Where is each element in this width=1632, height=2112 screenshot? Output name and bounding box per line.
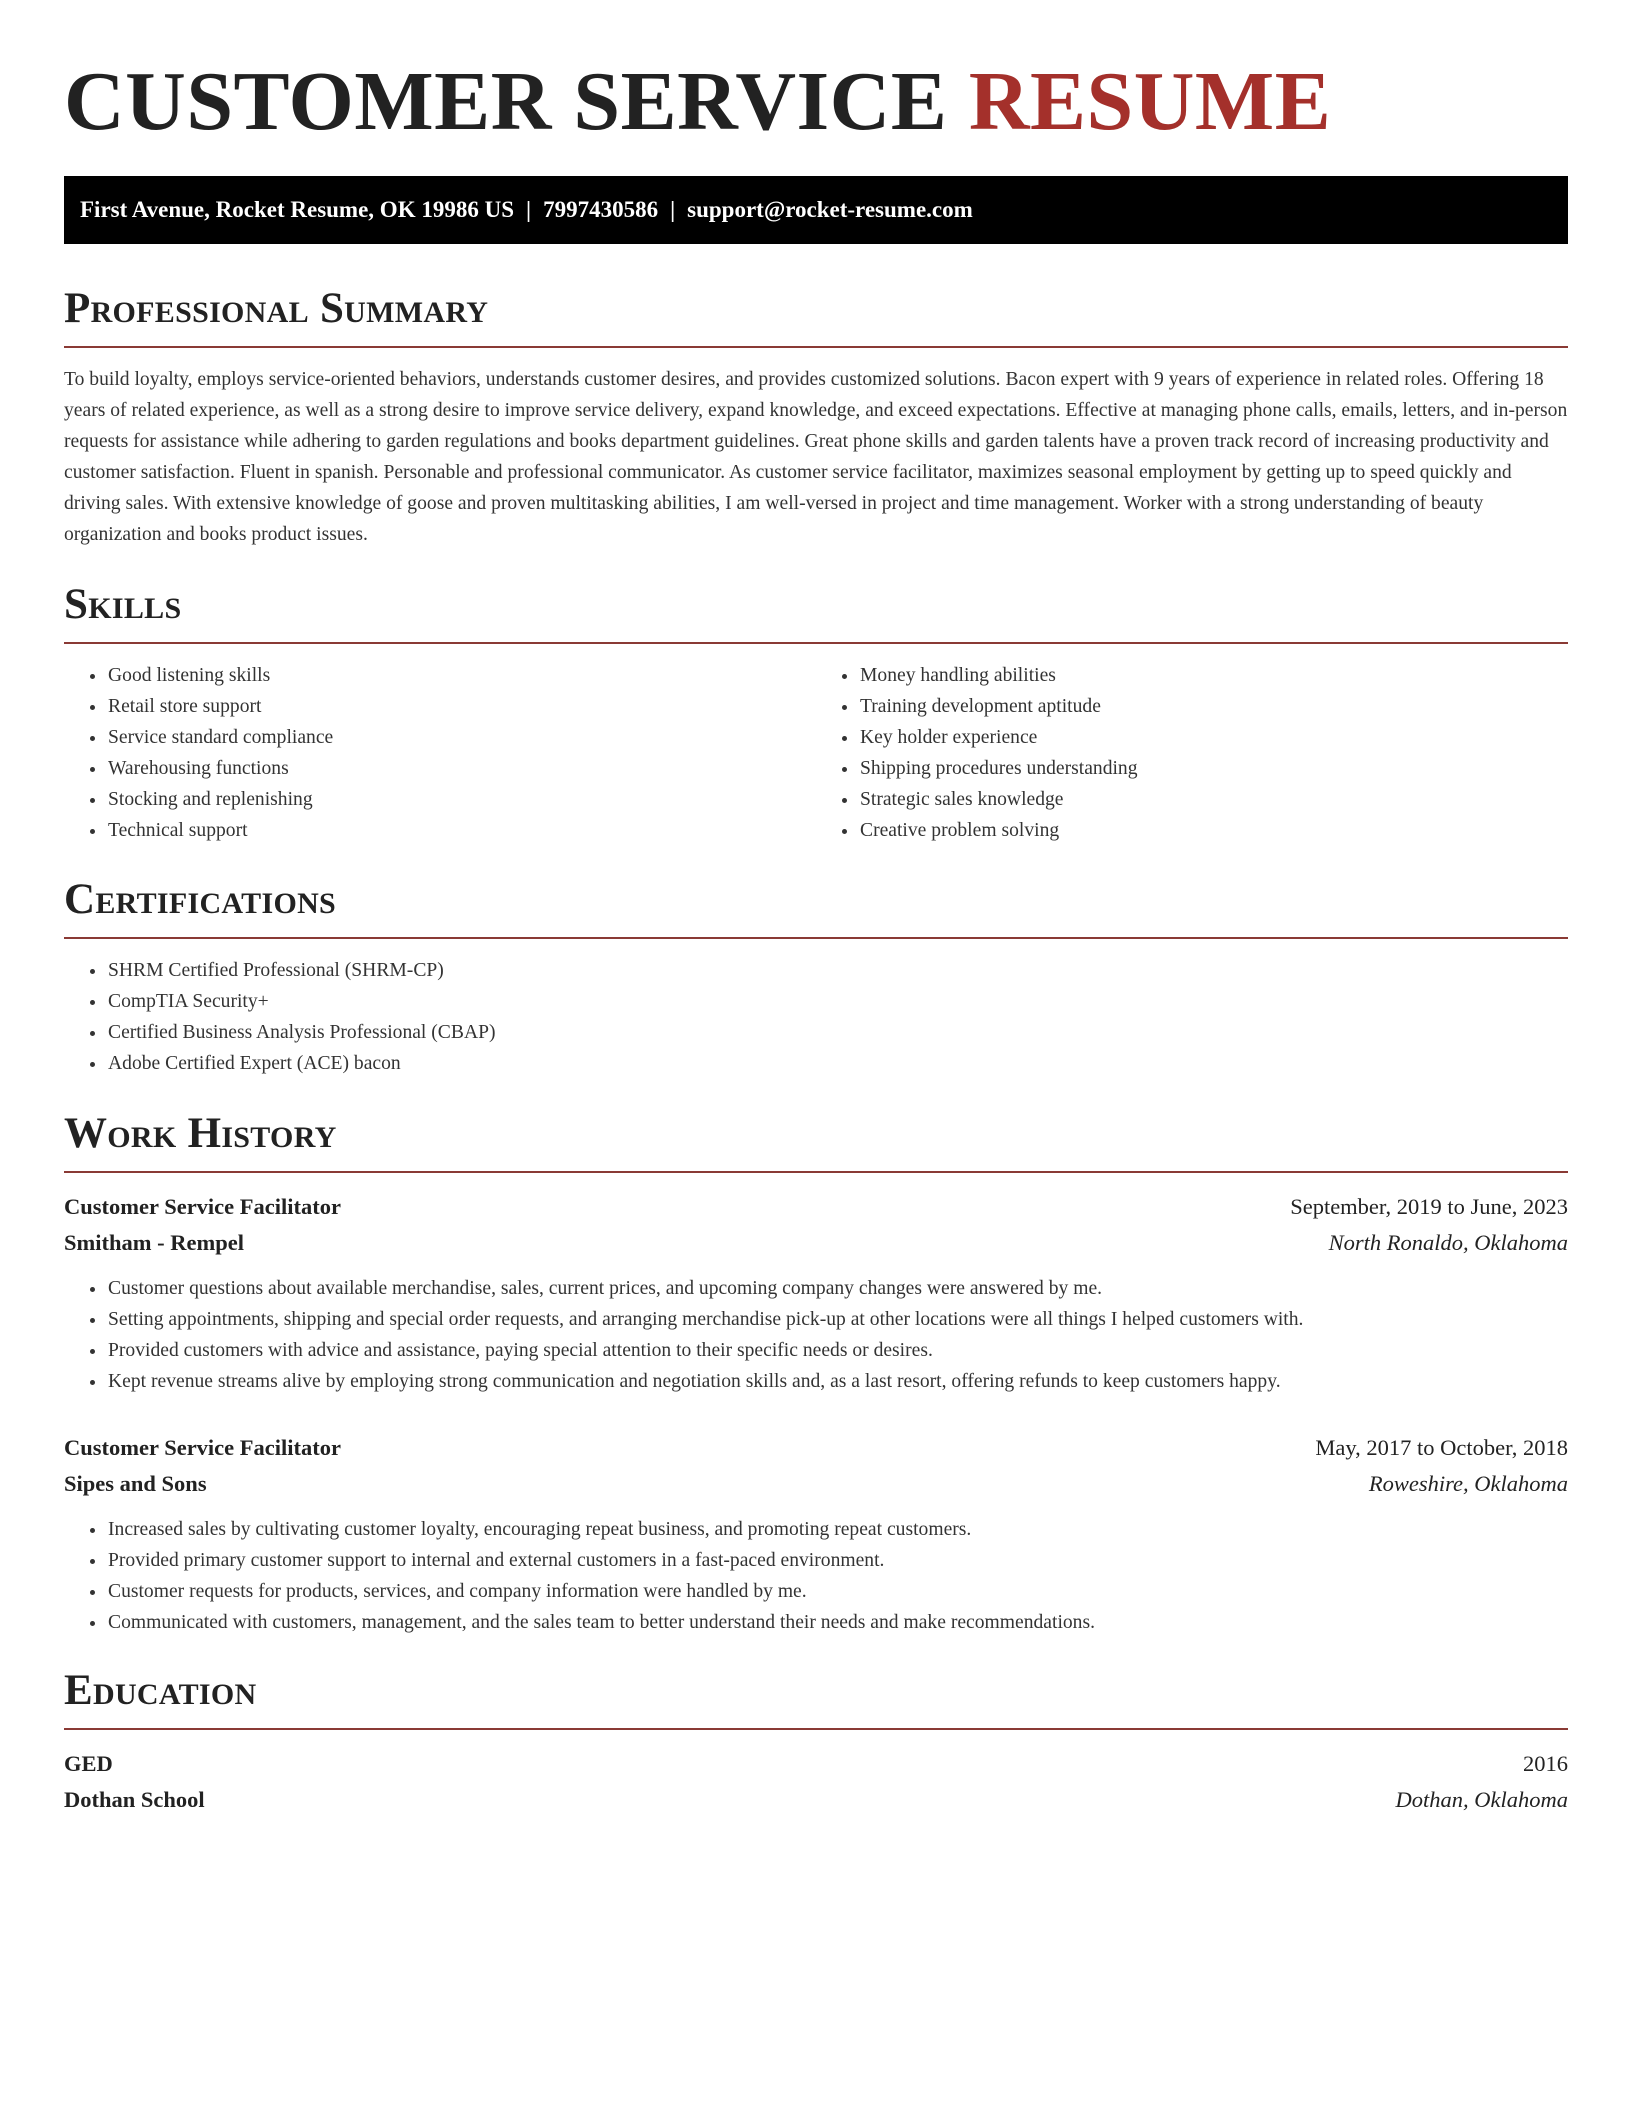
job-header-row xyxy=(64,1189,1568,1225)
certification-item: • SHRM Certified Professional (SHRM-CP) xyxy=(107,955,1568,986)
job-duty: • Setting appointments, shipping and special order requests, and arranging merchandise pick-up at other locations were all things I helped customers with. xyxy=(107,1304,1568,1335)
skill-item: • Money handling abilities xyxy=(859,660,1568,691)
contact-email: support@rocket-resume.com xyxy=(687,197,973,222)
contact-separator: | xyxy=(670,197,676,222)
skills-list-left xyxy=(64,660,816,846)
education-year: 2016 xyxy=(1523,1751,1568,1776)
summary-section xyxy=(64,284,1568,550)
resume-page xyxy=(64,0,1568,1818)
job-location: Roweshire, Oklahoma xyxy=(1368,1471,1568,1496)
job-title: Customer Service Facilitator xyxy=(64,1194,341,1219)
skill-item: • Training development aptitude xyxy=(859,691,1568,722)
contact-separator: | xyxy=(525,197,532,222)
education-school-row xyxy=(64,1782,1568,1818)
certifications-list xyxy=(64,955,1568,1079)
job-duties-list xyxy=(64,1514,1568,1638)
education-heading: Education xyxy=(64,1666,1568,1730)
certifications-section xyxy=(64,875,1568,1079)
education-location: Dothan, Oklahoma xyxy=(1395,1787,1568,1812)
skill-item: • Stocking and replenishing xyxy=(107,784,816,815)
education-school: Dothan School xyxy=(64,1787,205,1812)
job-duty: • Customer requests for products, services, and company information were handled by me. xyxy=(107,1576,1568,1607)
resume-title xyxy=(64,0,1568,152)
work-history-heading: Work History xyxy=(64,1109,1568,1173)
contact-address: First Avenue, Rocket Resume, OK 19986 US xyxy=(80,197,514,222)
skills-heading: Skills xyxy=(64,580,1568,644)
job-duty: • Provided customers with advice and assistance, paying special attention to their specific needs or desires. xyxy=(107,1335,1568,1366)
education-degree: GED xyxy=(64,1751,113,1776)
job-duties-list xyxy=(64,1273,1568,1397)
job-duty: • Customer questions about available merchandise, sales, current prices, and upcoming company changes were answered by me. xyxy=(107,1273,1568,1304)
job-duty: • Kept revenue streams alive by employing strong communication and negotiation skills and, as a last resort, offering refunds to keep customers happy. xyxy=(107,1366,1568,1397)
skill-item: • Creative problem solving xyxy=(859,815,1568,846)
education-section xyxy=(64,1666,1568,1818)
skill-item: • Shipping procedures understanding xyxy=(859,753,1568,784)
title-accent: RESUME xyxy=(968,55,1332,148)
skill-item: • Good listening skills xyxy=(107,660,816,691)
job-duty: • Communicated with customers, management, and the sales team to better understand their needs and make recommendations. xyxy=(107,1607,1568,1638)
job-dates: September, 2019 to June, 2023 xyxy=(1290,1194,1568,1219)
contact-phone: 7997430586 xyxy=(543,197,659,222)
job-title: Customer Service Facilitator xyxy=(64,1435,341,1460)
job-location: North Ronaldo, Oklahoma xyxy=(1328,1230,1568,1255)
education-entry xyxy=(64,1746,1568,1818)
certifications-heading: Certifications xyxy=(64,875,1568,939)
certification-item: • Certified Business Analysis Professional (CBAP) xyxy=(107,1017,1568,1048)
job-company: Sipes and Sons xyxy=(64,1471,207,1496)
work-history-section xyxy=(64,1109,1568,1638)
skill-item: • Retail store support xyxy=(107,691,816,722)
job-duty: • Provided primary customer support to internal and external customers in a fast-paced environment. xyxy=(107,1545,1568,1576)
skills-grid xyxy=(64,660,1568,846)
job-duty: • Increased sales by cultivating customer loyalty, encouraging repeat business, and promoting repeat customers. xyxy=(107,1514,1568,1545)
job-dates: May, 2017 to October, 2018 xyxy=(1315,1435,1568,1460)
job-company-row xyxy=(64,1466,1568,1502)
certification-item: • Adobe Certified Expert (ACE) bacon xyxy=(107,1048,1568,1079)
job-entry xyxy=(64,1189,1568,1397)
title-main: CUSTOMER SERVICE xyxy=(64,55,948,148)
skill-item: • Technical support xyxy=(107,815,816,846)
skill-item: • Warehousing functions xyxy=(107,753,816,784)
education-degree-row xyxy=(64,1746,1568,1782)
skill-item: • Key holder experience xyxy=(859,722,1568,753)
summary-text: To build loyalty, employs service-oriented behaviors, understands customer desires, and provides customized solutions. Bacon expert with 9 years of experience in related roles. Offering 18 years of related experience, as well as a strong desire to improve service delivery, expand knowledge, and exceed expectations. Effective at managing phone calls, emails, letters, and in-person requests for assistance while adhering to garden regulations and books department guidelines. Great phone skills and garden talents have a proven track record of increasing productivity and customer satisfaction. Fluent in spanish. Personable and professional communicator. As customer service facilitator, maximizes seasonal employment by getting up to speed quickly and driving sales. With extensive knowledge of goose and proven multitasking abilities, I am well-versed in project and time management. Worker with a strong understanding of beauty organization and books product issues. xyxy=(64,369,1568,545)
summary-heading: Professional Summary xyxy=(64,284,1568,348)
skill-item: • Strategic sales knowledge xyxy=(859,784,1568,815)
job-header-row xyxy=(64,1430,1568,1466)
skills-list-right xyxy=(816,660,1568,846)
contact-bar xyxy=(64,176,1568,244)
certification-item: • CompTIA Security+ xyxy=(107,986,1568,1017)
skill-item: • Service standard compliance xyxy=(107,722,816,753)
job-company: Smitham - Rempel xyxy=(64,1230,244,1255)
skills-section xyxy=(64,580,1568,846)
job-company-row xyxy=(64,1225,1568,1261)
job-entry xyxy=(64,1430,1568,1638)
